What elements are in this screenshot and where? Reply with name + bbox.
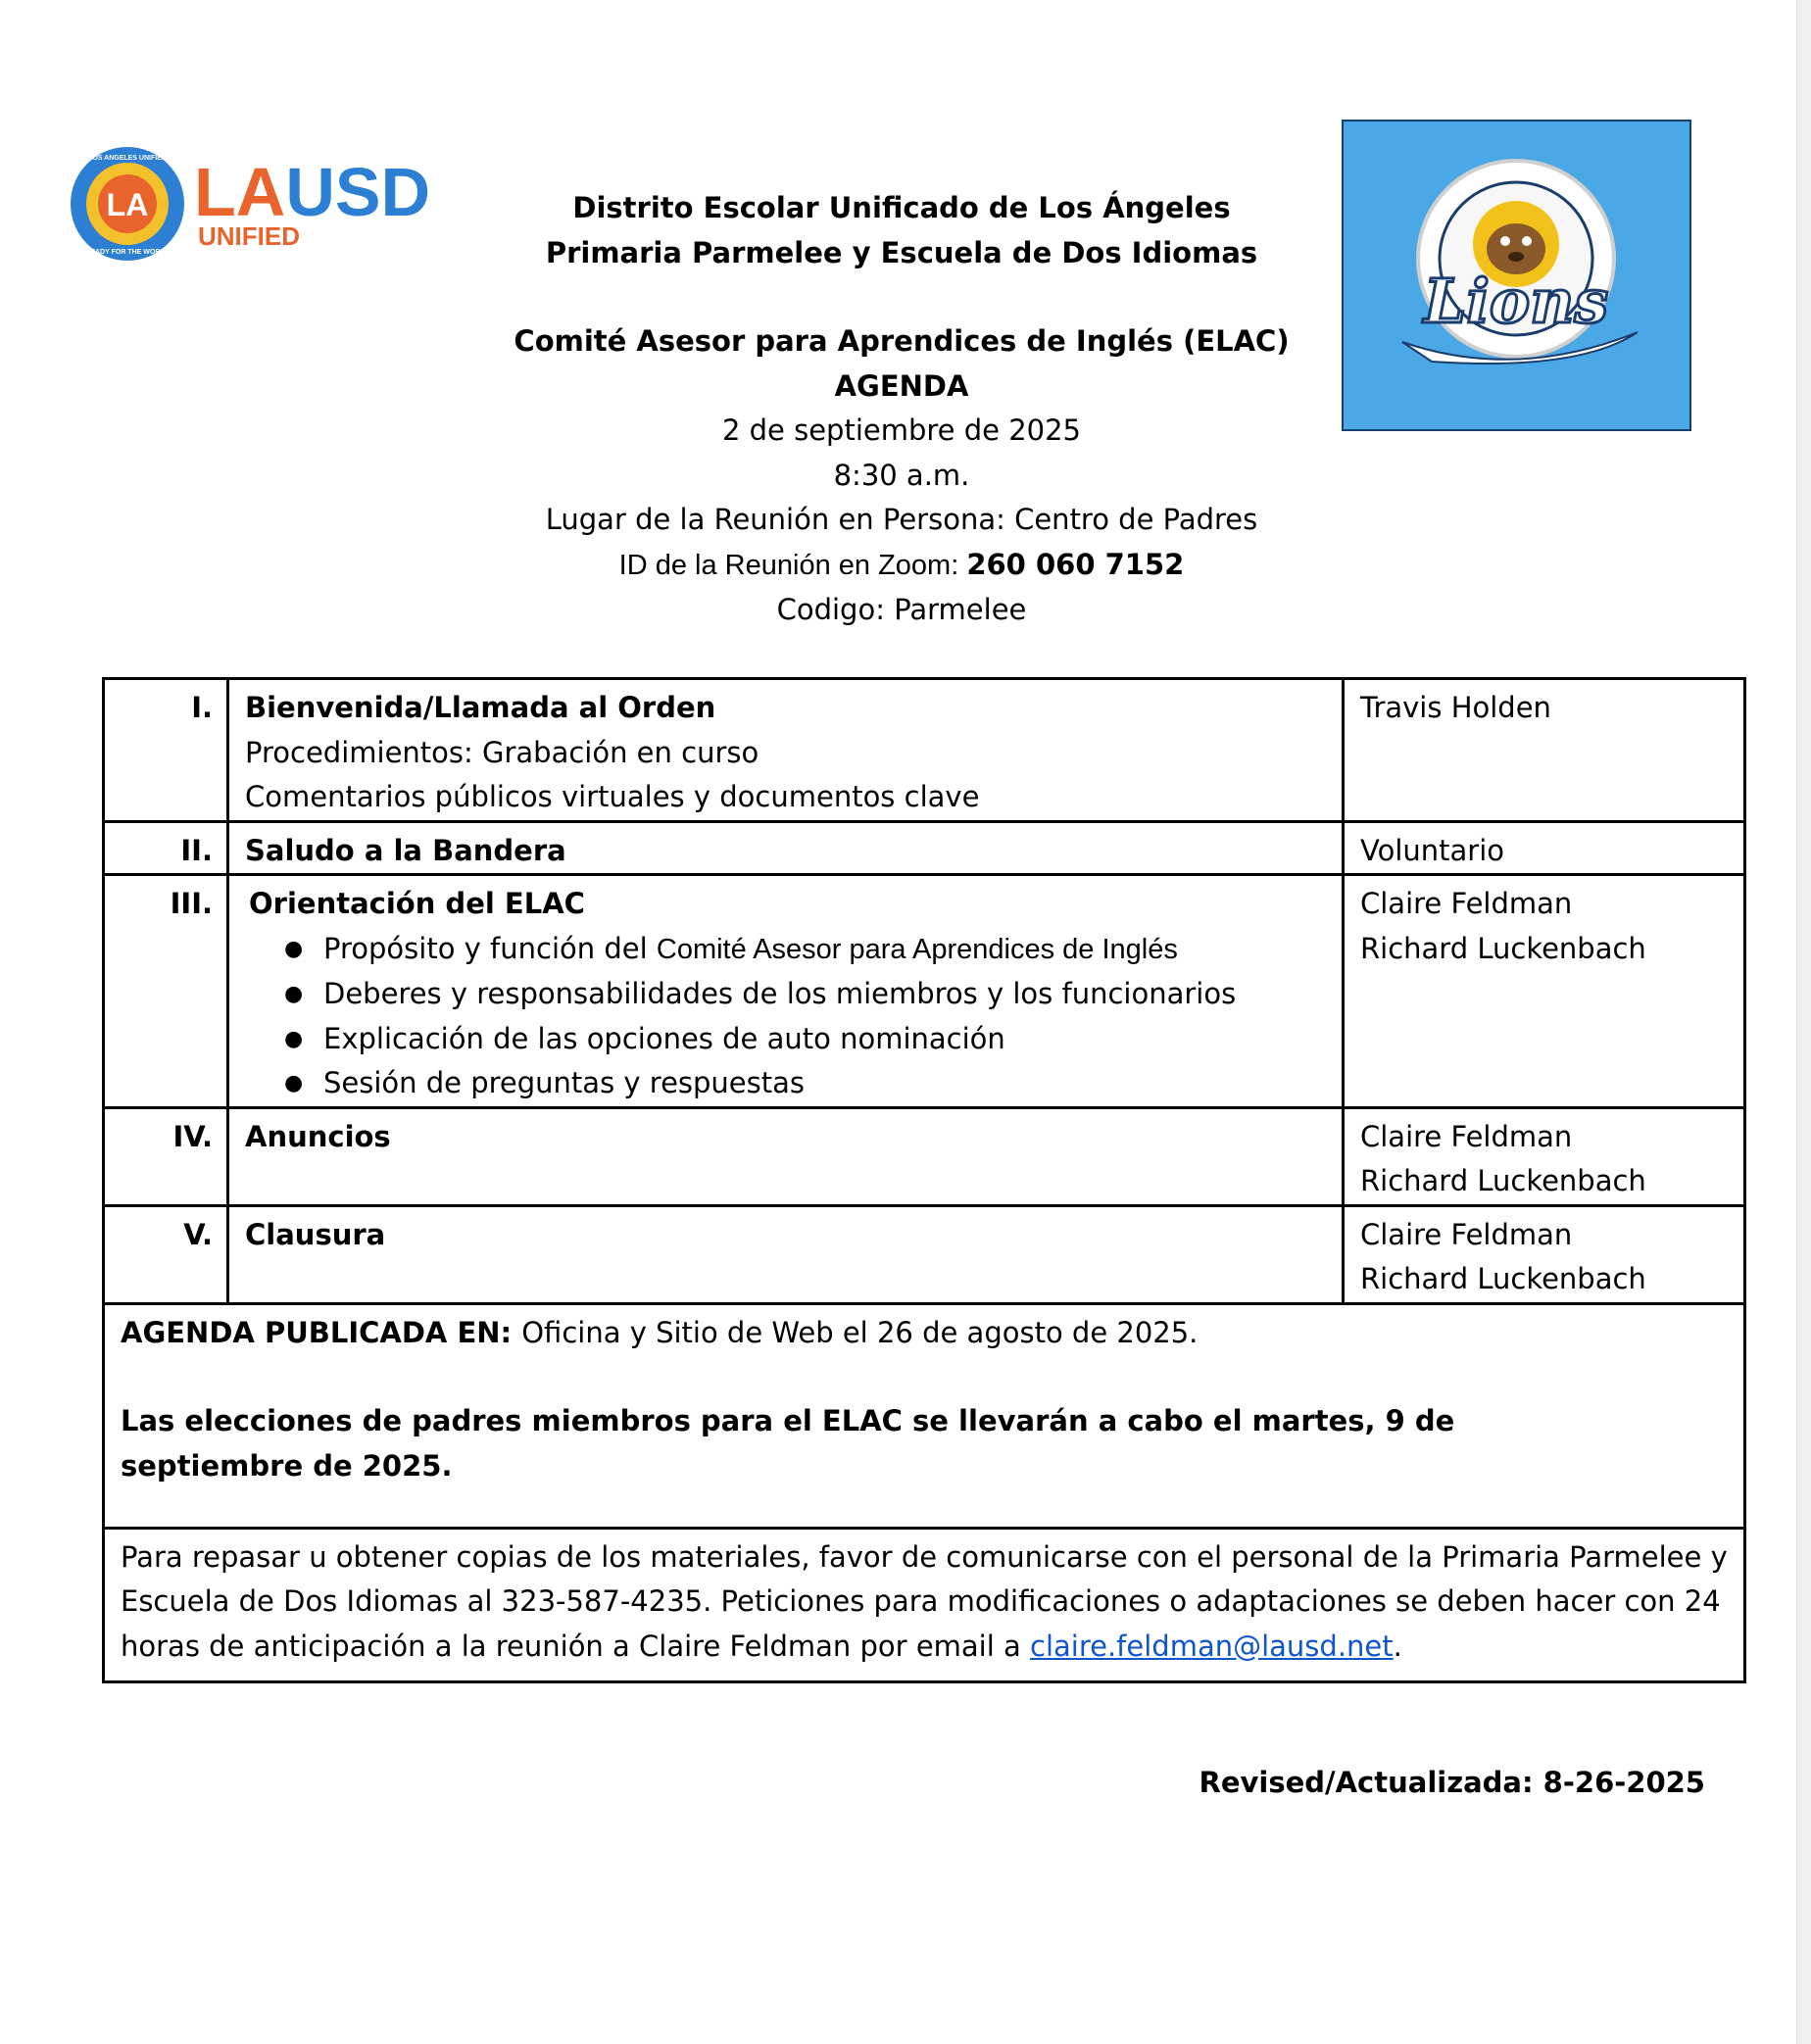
zoom-id: 260 060 7152 [966, 547, 1185, 581]
lausd-wordmark: LAUSD [194, 154, 431, 230]
item-number: IV. [104, 1107, 228, 1205]
item-line: Comentarios públicos virtuales y documentos clave [245, 780, 980, 813]
presenter-name: Claire Feldman [1360, 1119, 1573, 1153]
item-content [228, 1205, 1344, 1303]
item-title: Orientación del ELAC [249, 887, 585, 920]
item-line: Procedimientos: Grabación en curso [245, 735, 759, 769]
item-content [228, 875, 1344, 1108]
revised-date: Revised/Actualizada: 8-26-2025 [1199, 1766, 1705, 1799]
presenter-name: Richard Luckenbach [1360, 1262, 1646, 1295]
meeting-time: 8:30 a.m. [833, 458, 970, 492]
zoom-label: ID de la Reunión en Zoom: [618, 549, 967, 581]
lion-nose [1508, 252, 1524, 262]
committee-name: Comité Asesor para Aprendices de Inglés (ELAC) [514, 324, 1290, 358]
zoom-line [451, 543, 1352, 589]
presenter-name: Richard Luckenbach [1360, 931, 1646, 965]
meeting-location: Lugar de la Reunión en Persona: Centro de Padres [545, 503, 1258, 536]
bullet-item: ● Deberes y responsabilidades de los miembros y los funcionarios [323, 972, 1326, 1017]
district-name: Distrito Escolar Unificado de Los Ángeles [572, 191, 1231, 224]
contact-cell [104, 1528, 1745, 1682]
posted-text: Oficina y Sitio de Web el 26 de agosto de 2025. [521, 1315, 1199, 1349]
posted-label: AGENDA PUBLICADA EN: [121, 1315, 522, 1349]
item-number: II. [104, 821, 228, 875]
item-presenter [1344, 1107, 1745, 1205]
elections-notice: Las elecciones de padres miembros para el ELAC se llevarán a cabo el martes, 9 de septiembre de 2025. [121, 1404, 1455, 1483]
lausd-seal-bottom-text: READY FOR THE WORLD [85, 249, 170, 256]
bullet-item [323, 927, 1326, 973]
agenda-row-4 [104, 1107, 1745, 1205]
bullet-text-bold: Propósito y función del [323, 931, 657, 965]
lausd-unified-text: UNIFIED [198, 221, 300, 251]
bullet-text-light: Comité Asesor para Aprendices de Inglés [656, 933, 1178, 965]
presenter-name: Travis Holden [1360, 691, 1551, 724]
contact-row [104, 1528, 1745, 1682]
item-title: Anuncios [245, 1119, 391, 1153]
bullet-item: ● Sesión de preguntas y respuestas [323, 1061, 1326, 1106]
agenda-table [102, 677, 1746, 1683]
posted-row [104, 1303, 1745, 1528]
lions-logo [1342, 120, 1691, 431]
presenter-name: Richard Luckenbach [1360, 1164, 1646, 1197]
lion-eye-left [1500, 236, 1510, 246]
agenda-title: AGENDA [834, 368, 969, 403]
page-edge [1796, 0, 1811, 2044]
posted-cell [104, 1303, 1745, 1528]
meeting-date: 2 de septiembre de 2025 [721, 414, 1082, 447]
item-presenter [1344, 875, 1745, 1108]
item-content [228, 679, 1344, 822]
contact-email-link[interactable]: claire.feldman@lausd.net [1030, 1629, 1394, 1663]
item-presenter [1344, 679, 1745, 822]
item-number: I. [104, 679, 228, 822]
school-name: Primaria Parmelee y Escuela de Dos Idiomas [545, 235, 1258, 269]
presenter-name: Claire Feldman [1360, 1217, 1573, 1251]
item-content [228, 821, 1344, 875]
item-content [228, 1107, 1344, 1205]
posted-line [121, 1311, 1728, 1356]
agenda-row-1 [104, 679, 1745, 822]
contact-end: . [1393, 1629, 1402, 1663]
lions-script: Lions [1423, 266, 1609, 337]
item-title: Bienvenida/Llamada al Orden [245, 691, 716, 724]
contact-text: Para repasar u obtener copias de los materiales, favor de comunicarse con el personal de la Primaria Parmelee y Escuela de Dos Idiomas al 323-587-4235. Peticiones para modificaciones o adaptaciones se deben hacer con 24 horas de anticipación a la reunión a Claire Feldman por email a [121, 1539, 1728, 1663]
agenda-row-2 [104, 821, 1745, 875]
lion-eye-right [1522, 236, 1532, 246]
lions-emblem [1344, 122, 1689, 429]
meeting-code: Codigo: Parmelee [776, 593, 1027, 626]
agenda-row-3 [104, 875, 1745, 1108]
item-bullets [245, 927, 1326, 1106]
agenda-row-5 [104, 1205, 1745, 1303]
item-presenter [1344, 1205, 1745, 1303]
presenter-name: Voluntario [1360, 833, 1505, 867]
item-number: III. [104, 875, 228, 1108]
lausd-seal-letters: LA [106, 187, 149, 222]
item-number: V. [104, 1205, 228, 1303]
item-title: Clausura [245, 1217, 386, 1251]
header-block [451, 186, 1352, 633]
item-presenter [1344, 821, 1745, 875]
lausd-seal-top-text: LOS ANGELES UNIFIED [88, 155, 167, 162]
bullet-item: ● Explicación de las opciones de auto nominación [323, 1017, 1326, 1062]
item-title: Saludo a la Bandera [245, 833, 566, 867]
presenter-name: Claire Feldman [1360, 887, 1573, 920]
lausd-logo [69, 145, 480, 263]
